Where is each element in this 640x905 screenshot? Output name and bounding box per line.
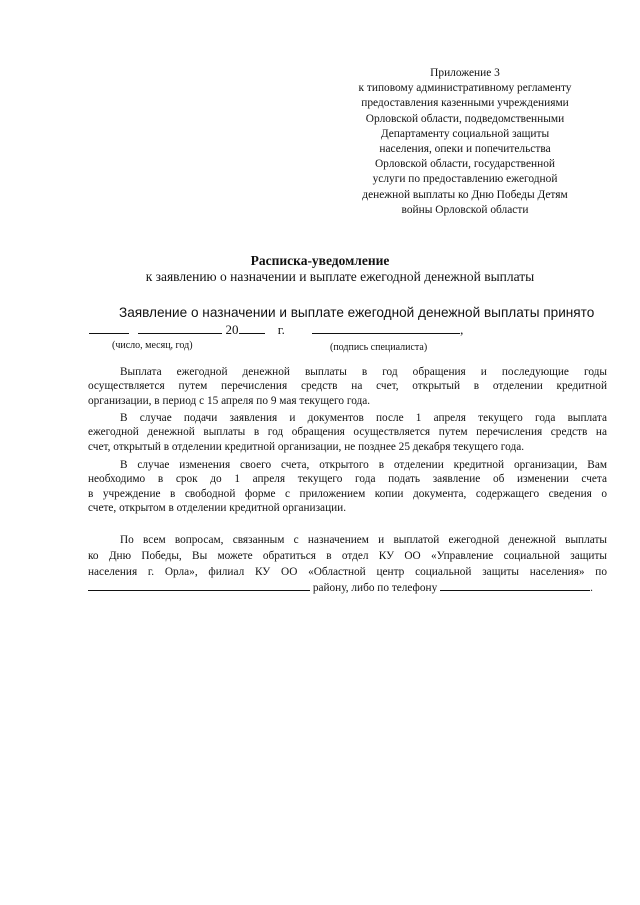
paragraph-line: осуществляется путем перечисления средств на счет, открытый в отделении кредитной xyxy=(88,380,607,393)
document-title: Расписка-уведомление xyxy=(250,253,390,268)
appendix-line: войны Орловской области xyxy=(401,203,529,216)
document-subtitle: к заявлению о назначении и выплате ежегодной денежной выплаты xyxy=(145,269,535,284)
year-suffix: г. xyxy=(277,322,285,337)
contact-line: По всем вопросам, связанным с назначением и выплатой ежегодной денежной выплаты xyxy=(120,534,607,546)
appendix-line: предоставления казенными учреждениями xyxy=(361,97,569,110)
paragraph-line: Выплата ежегодной денежной выплаты в год обращения и последующие годы xyxy=(120,366,607,378)
date-signature-line xyxy=(89,322,463,338)
paragraph-line: счете, открытом в отделении кредитной организации. xyxy=(88,502,347,515)
appendix-line: денежной выплаты ко Дню Победы Детям xyxy=(362,188,568,201)
paragraph-line: необходимо в срок до 1 апреля текущего года подать заявление об изменении счета xyxy=(88,473,607,486)
paragraph-line: В случае подачи заявления и документов после 1 апреля текущего года выплата xyxy=(120,412,607,424)
month-blank xyxy=(138,322,222,334)
appendix-note xyxy=(330,66,600,218)
contact-paragraph xyxy=(88,532,607,596)
appendix-line: Приложение 3 xyxy=(430,67,500,79)
paragraph-payment xyxy=(88,365,607,408)
paragraph-line: В случае изменения своего счета, открытого в отделении кредитной организации, Вам xyxy=(120,459,607,471)
contact-line: населения г. Орла», филиал КУ ОО «Областной центр социальной защиты населения» по xyxy=(88,566,607,578)
acceptance-statement: Заявление о назначении и выплате ежегодной денежной выплаты принято xyxy=(119,305,595,320)
appendix-line: населения, опеки и попечительства xyxy=(379,143,551,156)
paragraph-late-submission xyxy=(88,411,607,454)
signature-blank xyxy=(312,322,460,334)
signature-hint: (подпись специалиста) xyxy=(330,342,428,353)
paragraph-line: ежегодной денежной выплаты в год обращения осуществляется путем перечисления средств на xyxy=(88,426,607,439)
appendix-line: услуги по предоставлению ежегодной xyxy=(372,173,558,186)
day-blank xyxy=(89,322,129,334)
appendix-line: Орловской области, подведомственными xyxy=(365,112,565,125)
paragraph-account-change xyxy=(88,458,607,516)
year-prefix: 20 xyxy=(225,322,239,337)
appendix-line: Орловской области, государственной xyxy=(374,158,556,171)
date-hint: (число, месяц, год) xyxy=(112,340,193,351)
contact-line: ко Дню Победы, Вы можете обратиться в отдел КУ ОО «Управление социальной защиты xyxy=(88,550,607,562)
district-phone-text: району, либо по телефону xyxy=(312,582,438,594)
year-blank xyxy=(239,322,265,334)
paragraph-line: счет, открытый в отделении кредитной организации, не позднее 25 декабря текущего года. xyxy=(88,440,525,453)
district-blank xyxy=(88,580,310,591)
appendix-line: к типовому административному регламенту xyxy=(358,82,572,95)
phone-blank xyxy=(440,580,590,591)
paragraph-line: организации, в период с 15 апреля по 9 мая текущего года. xyxy=(88,394,371,407)
signature-comma: , xyxy=(460,322,464,337)
end-mark: . xyxy=(590,582,593,594)
appendix-line: Департаменту социальной защиты xyxy=(380,127,550,140)
paragraph-line: в учреждение в свободной форме с приложением копии документа, содержащего сведения о xyxy=(88,487,607,500)
